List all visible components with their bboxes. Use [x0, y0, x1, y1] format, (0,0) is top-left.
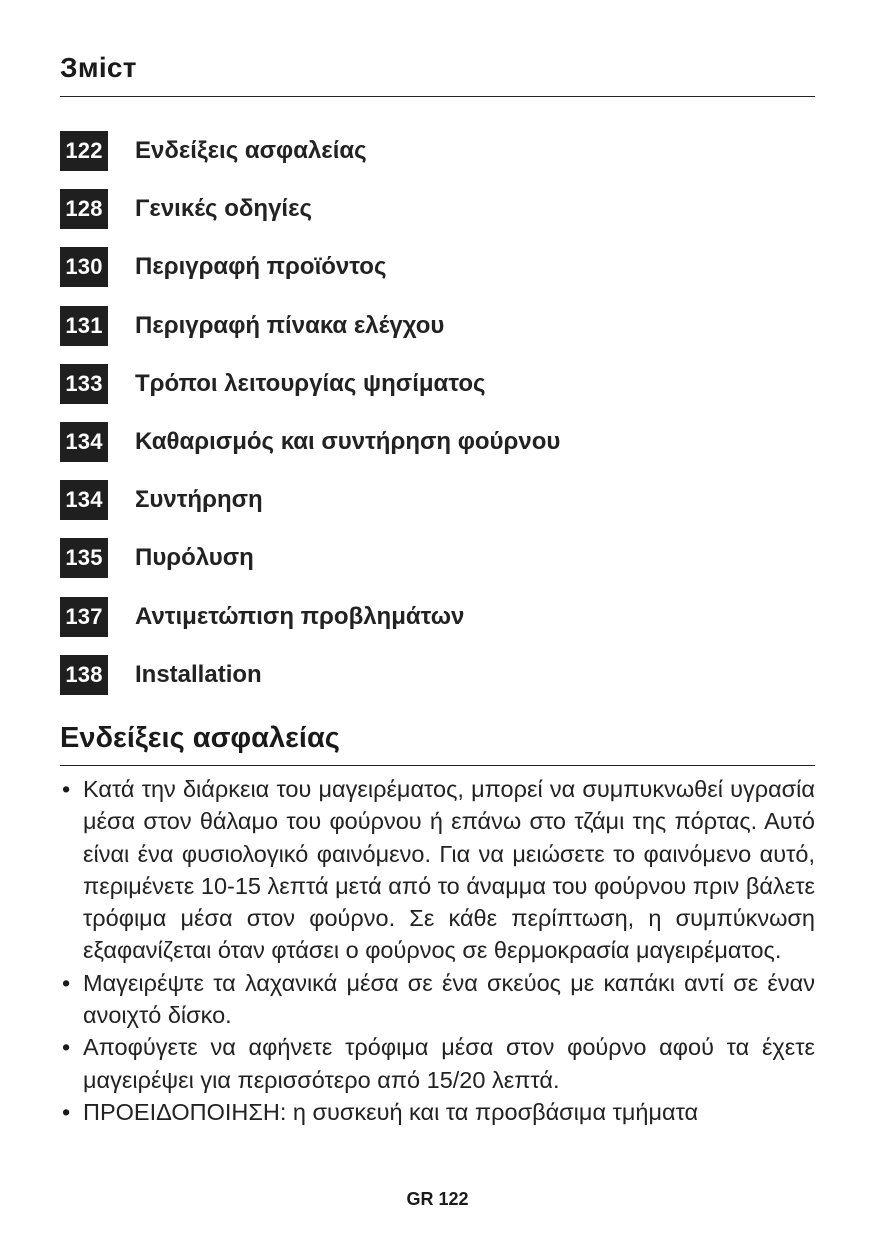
list-item — [60, 1096, 815, 1128]
toc-item-label: Περιγραφή προϊόντος — [135, 253, 387, 281]
toc-item-label: Ενδείξεις ασφαλείας — [135, 137, 367, 164]
bullet-text: ΠΡΟΕΙΔΟΠΟΙΗΣΗ: η συσκευή και τα προσβάσιμα τμήματα — [83, 1098, 699, 1125]
bullet-icon: • — [62, 1098, 71, 1125]
toc-item[interactable] — [60, 306, 815, 346]
toc-page-number: 128 — [60, 189, 108, 229]
toc-page-number: 133 — [60, 364, 108, 404]
bullet-text: Αποφύγετε να αφήνετε τρόφιμα μέσα στον φούρνο αφού τα έχετε μαγειρέψει για περισσότερο από 15/20 λεπτά. — [83, 1034, 815, 1093]
toc-page-number: 137 — [60, 597, 108, 637]
toc-item-label: Installation — [135, 660, 262, 688]
bullet-icon: • — [62, 776, 71, 802]
toc-page-number: 134 — [60, 422, 108, 462]
toc-item-label: Καθαρισμός και συντήρηση φούρνου — [135, 427, 561, 455]
safety-bullet-list — [60, 773, 815, 1161]
bullet-text: Μαγειρέψτε τα λαχανικά μέσα σε ένα σκεύος με καπάκι αντί σε έναν ανοιχτό δίσκο. — [83, 969, 815, 1029]
toc-item-label: Τρόποι λειτουργίας ψησίματος — [135, 369, 486, 397]
toc-item[interactable] — [60, 247, 815, 287]
toc-item[interactable] — [60, 422, 815, 462]
toc-item[interactable] — [60, 655, 815, 695]
toc-page-number: 135 — [60, 538, 108, 578]
toc-item[interactable] — [60, 538, 815, 578]
toc-list — [60, 131, 815, 713]
toc-page-number: 134 — [60, 480, 108, 520]
bullet-text: Κατά την διάρκεια του μαγειρέματος, μπορεί να συμπυκνωθεί υγρασία μέσα στον θάλαμο του φούρνου ή επάνω στο τζάμι της πόρτας. Αυτό είναι ένα φυσιολογικό φαινόμενο. Για να μειώσετε το φαινόμενο αυτό, περιμένετε 10-15 λεπτά μετά από το άναμμα του φούρνου πριν βάλετε τρόφιμα μέσα στον φούρνο. Σε κάθε περίπτωση, η συμπύκνωση εξαφανίζεται όταν φτάσει ο φούρνος σε θερμοκρασία μαγειρέματος. — [83, 776, 815, 964]
toc-item[interactable] — [60, 131, 815, 171]
list-item — [60, 773, 815, 967]
toc-item-label: Συντήρηση — [135, 486, 263, 514]
toc-item-label: Περιγραφή πίνακα ελέγχου — [135, 311, 445, 339]
list-item — [60, 967, 815, 1032]
toc-page-number: 131 — [60, 306, 108, 346]
toc-title: Зміст — [60, 52, 137, 83]
document-page — [60, 0, 815, 1241]
bullet-icon: • — [62, 1034, 71, 1061]
page-number-footer: GR 122 — [406, 1189, 469, 1209]
list-item — [60, 1031, 815, 1096]
toc-item-label: Αντιμετώπιση προβλημάτων — [135, 602, 465, 630]
toc-item[interactable] — [60, 480, 815, 520]
bullet-icon: • — [62, 969, 71, 996]
toc-item[interactable] — [60, 597, 815, 637]
toc-divider — [60, 96, 815, 97]
toc-item[interactable] — [60, 364, 815, 404]
toc-page-number: 130 — [60, 247, 108, 287]
toc-page-number: 138 — [60, 655, 108, 695]
toc-page-number: 122 — [60, 131, 108, 171]
toc-item[interactable] — [60, 189, 815, 229]
section-divider — [60, 765, 815, 766]
section-title: Ενδείξεις ασφαλείας — [60, 722, 340, 754]
toc-item-label: Γενικές οδηγίες — [135, 195, 312, 223]
toc-item-label: Πυρόλυση — [135, 544, 254, 572]
